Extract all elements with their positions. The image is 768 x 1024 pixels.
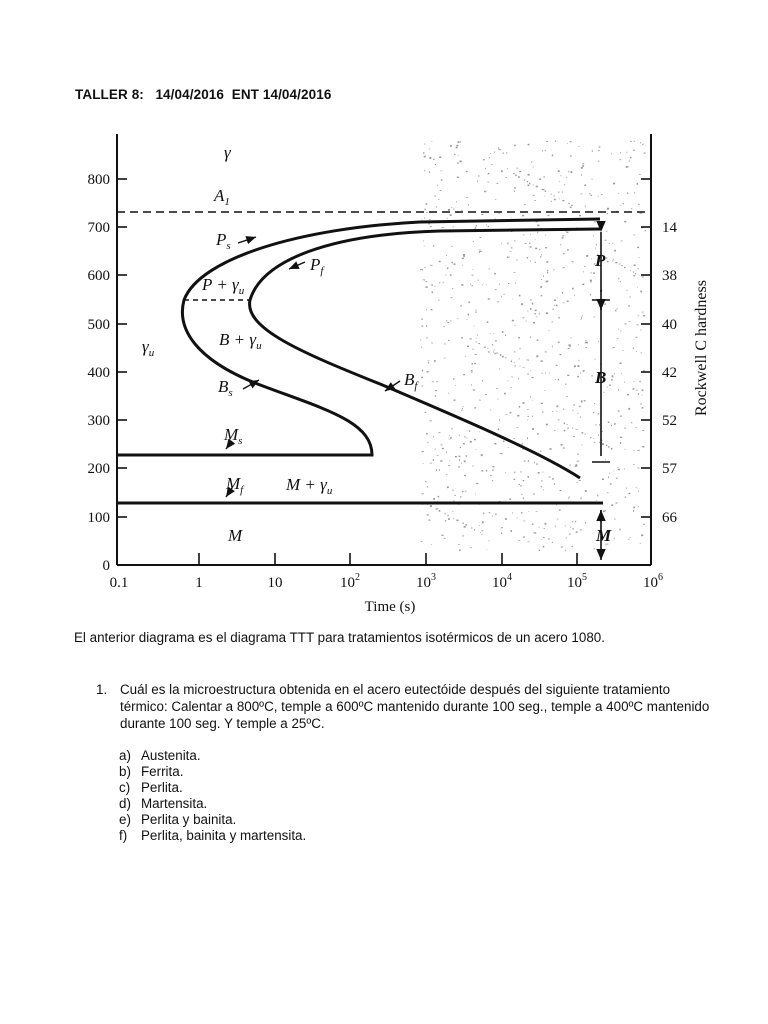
ps-label: $P_s$: [216, 230, 231, 252]
a1-label: $A_1$: [214, 186, 230, 208]
m-gamma-label: $M + \gamma_u$: [286, 475, 333, 497]
x-tick-label: $10^4$: [492, 572, 512, 591]
option-text: Ferrita.: [141, 764, 184, 779]
ps-arrow: [238, 237, 256, 243]
y-tick-label: 100: [87, 510, 110, 526]
pf-label: $P_f$: [310, 255, 324, 277]
hardness-label: 57: [662, 461, 677, 477]
y-tick-label: 400: [87, 365, 110, 381]
option-text: Perlita.: [141, 780, 183, 795]
option-letter: f): [119, 828, 128, 843]
y-tick-label: 700: [87, 220, 110, 236]
hardness-label: 40: [662, 317, 677, 333]
gamma-label: γ: [224, 143, 231, 162]
option-b: [119, 764, 306, 780]
option-letter: e): [119, 812, 131, 827]
hardness-label: 38: [662, 268, 677, 284]
bf-label: $B_f$: [404, 370, 418, 392]
option-d: [119, 796, 306, 812]
speckle-texture: [420, 140, 646, 551]
m-label: M: [228, 526, 243, 545]
b-range-label: B: [595, 368, 607, 387]
option-e: [119, 812, 306, 828]
hardness-label: 52: [662, 413, 677, 429]
p-range-label: P: [595, 251, 606, 270]
pf-arrow: [289, 262, 305, 269]
p-gamma-label: $P + \gamma_u$: [202, 275, 245, 297]
finish-curve: [250, 229, 600, 478]
intro-text: El anterior diagrama es el diagrama TTT para tratamientos isotérmicos de un acero 1080.: [74, 630, 605, 645]
option-text: Martensita.: [141, 796, 208, 811]
x-tick-label: $10^3$: [416, 572, 436, 591]
y-tick-marks: [117, 179, 127, 517]
page-heading: TALLER 8: 14/04/2016 ENT 14/04/2016: [75, 87, 332, 102]
x-tick-label: 0.1: [109, 575, 129, 591]
option-text: Perlita, bainita y martensita.: [141, 828, 307, 843]
gamma-u-label: $\gamma_u$: [142, 337, 155, 359]
option-c: [119, 780, 306, 796]
hardness-label: 14: [662, 220, 677, 236]
y-tick-label: 800: [87, 172, 110, 188]
y-tick-label: 500: [87, 317, 110, 333]
question-1: [96, 681, 716, 732]
x-tick-label: $10^5$: [567, 572, 587, 591]
x-axis-label: Time (s): [364, 599, 416, 615]
option-text: Perlita y bainita.: [141, 812, 237, 827]
x-tick-label: 10: [267, 575, 283, 591]
option-a: [119, 748, 306, 764]
option-letter: b): [119, 764, 131, 779]
range-bracket: [592, 232, 610, 560]
b-gamma-label: $B + \gamma_u$: [219, 330, 262, 352]
bs-label: $B_s$: [218, 377, 233, 399]
answer-options: [119, 748, 306, 844]
option-letter: a): [119, 748, 131, 763]
y-tick-label: 200: [87, 461, 110, 477]
question-number: 1.: [96, 682, 108, 697]
question-text: Cuál es la microestructura obtenida en el acero eutectóide después del siguiente tratamiento térmico: Calentar a 800ºC, temple a 600ºC mantenido durante 100 seg., temple a 400ºC mantenido durante 100 seg. Y temple a 25ºC.: [120, 682, 710, 731]
ms-label: $M_s$: [224, 425, 243, 447]
x-tick-label: $10^6$: [643, 572, 663, 591]
option-letter: c): [119, 780, 131, 795]
y-tick-label: 300: [87, 413, 110, 429]
right-tick-marks: [641, 179, 651, 517]
x-tick-label: 1: [195, 575, 203, 591]
hardness-axis-label: Rockwell C hardness: [693, 280, 710, 416]
x-tick-label: $10^2$: [340, 572, 360, 591]
hardness-label: 66: [662, 510, 677, 526]
hardness-label: 42: [662, 365, 677, 381]
option-text: Austenita.: [141, 748, 201, 763]
option-letter: d): [119, 796, 131, 811]
y-tick-label: 0: [102, 558, 110, 574]
m-range-label: M: [596, 526, 612, 545]
mf-label: $M_f$: [226, 474, 244, 496]
y-tick-label: 600: [87, 268, 110, 284]
x-tick-marks: [199, 553, 577, 565]
option-f: [119, 828, 306, 844]
